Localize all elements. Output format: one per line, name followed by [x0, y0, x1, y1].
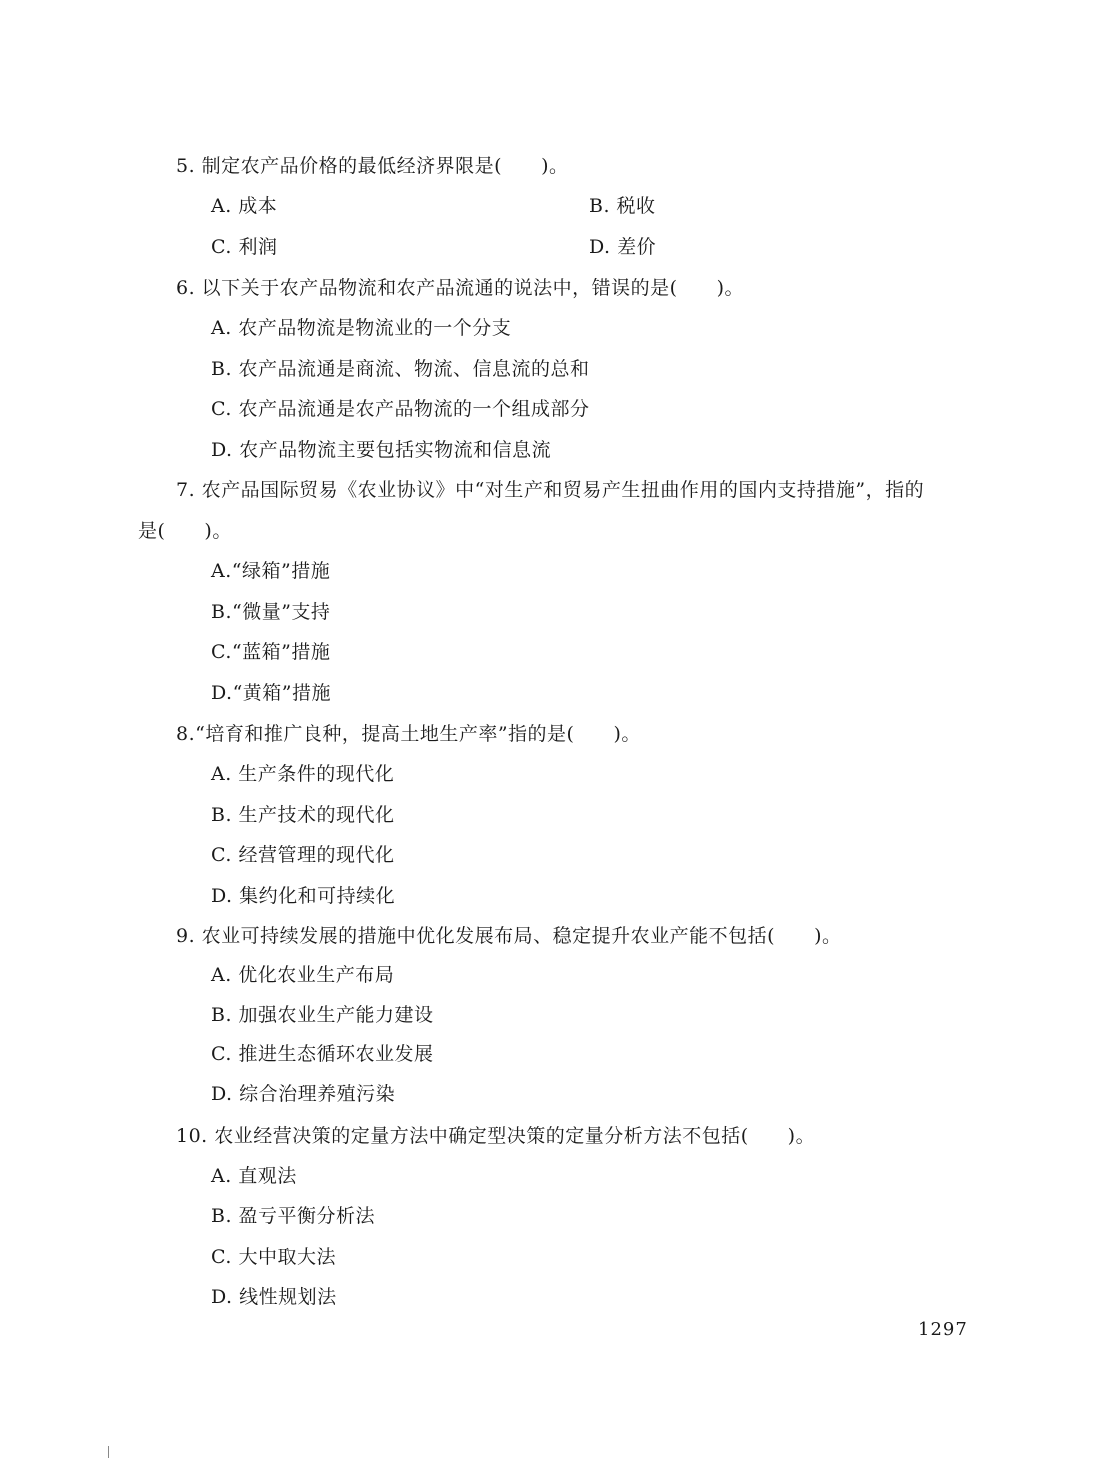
question-8-option-b: B. 生产技术的现代化	[211, 804, 395, 826]
question-7-stem: 7. 农产品国际贸易《农业协议》中“对生产和贸易产生扭曲作用的国内支持措施”，指的	[176, 479, 925, 501]
question-6-option-d: D. 农产品物流主要包括实物流和信息流	[211, 439, 552, 461]
question-7-option-b: B.“微量”支持	[211, 601, 331, 623]
question-9-stem: 9. 农业可持续发展的措施中优化发展布局、稳定提升农业产能不包括( )。	[176, 925, 842, 947]
question-6-option-c: C. 农产品流通是农产品物流的一个组成部分	[211, 398, 590, 420]
page-number: 1297	[918, 1319, 968, 1340]
question-9-option-d: D. 综合治理养殖污染	[211, 1083, 396, 1105]
question-10-option-b: B. 盈亏平衡分析法	[211, 1205, 376, 1227]
question-8-stem: 8.“培育和推广良种，提高土地生产率”指的是( )。	[176, 723, 641, 745]
question-9-option-a: A. 优化农业生产布局	[211, 964, 395, 986]
question-9-option-c: C. 推进生态循环农业发展	[211, 1043, 434, 1065]
question-5-option-c: C. 利润	[211, 236, 278, 258]
question-5-stem: 5. 制定农产品价格的最低经济界限是( )。	[176, 155, 569, 177]
question-7-option-d: D.“黄箱”措施	[211, 682, 332, 704]
question-10-option-c: C. 大中取大法	[211, 1246, 336, 1268]
question-10-option-d: D. 线性规划法	[211, 1286, 337, 1308]
question-8-option-d: D. 集约化和可持续化	[211, 885, 396, 907]
question-8-option-c: C. 经营管理的现代化	[211, 844, 395, 866]
question-8-option-a: A. 生产条件的现代化	[211, 763, 395, 785]
question-6-stem: 6. 以下关于农产品物流和农产品流通的说法中，错误的是( )。	[176, 277, 744, 299]
question-6-option-a: A. 农产品物流是物流业的一个分支	[211, 317, 512, 339]
question-6-option-b: B. 农产品流通是商流、物流、信息流的总和	[211, 358, 590, 380]
scan-mark	[108, 1446, 109, 1458]
question-10-option-a: A. 直观法	[211, 1165, 297, 1187]
question-7-option-a: A.“绿箱”措施	[211, 560, 331, 582]
question-10-stem: 10. 农业经营决策的定量方法中确定型决策的定量分析方法不包括( )。	[176, 1125, 816, 1147]
question-5-option-b: B. 税收	[589, 195, 656, 217]
question-7-option-c: C.“蓝箱”措施	[211, 641, 331, 663]
question-5-option-d: D. 差价	[589, 236, 657, 258]
question-5-option-a: A. 成本	[211, 195, 278, 217]
question-7-stem-continuation: 是( )。	[138, 520, 232, 542]
question-9-option-b: B. 加强农业生产能力建设	[211, 1004, 434, 1026]
